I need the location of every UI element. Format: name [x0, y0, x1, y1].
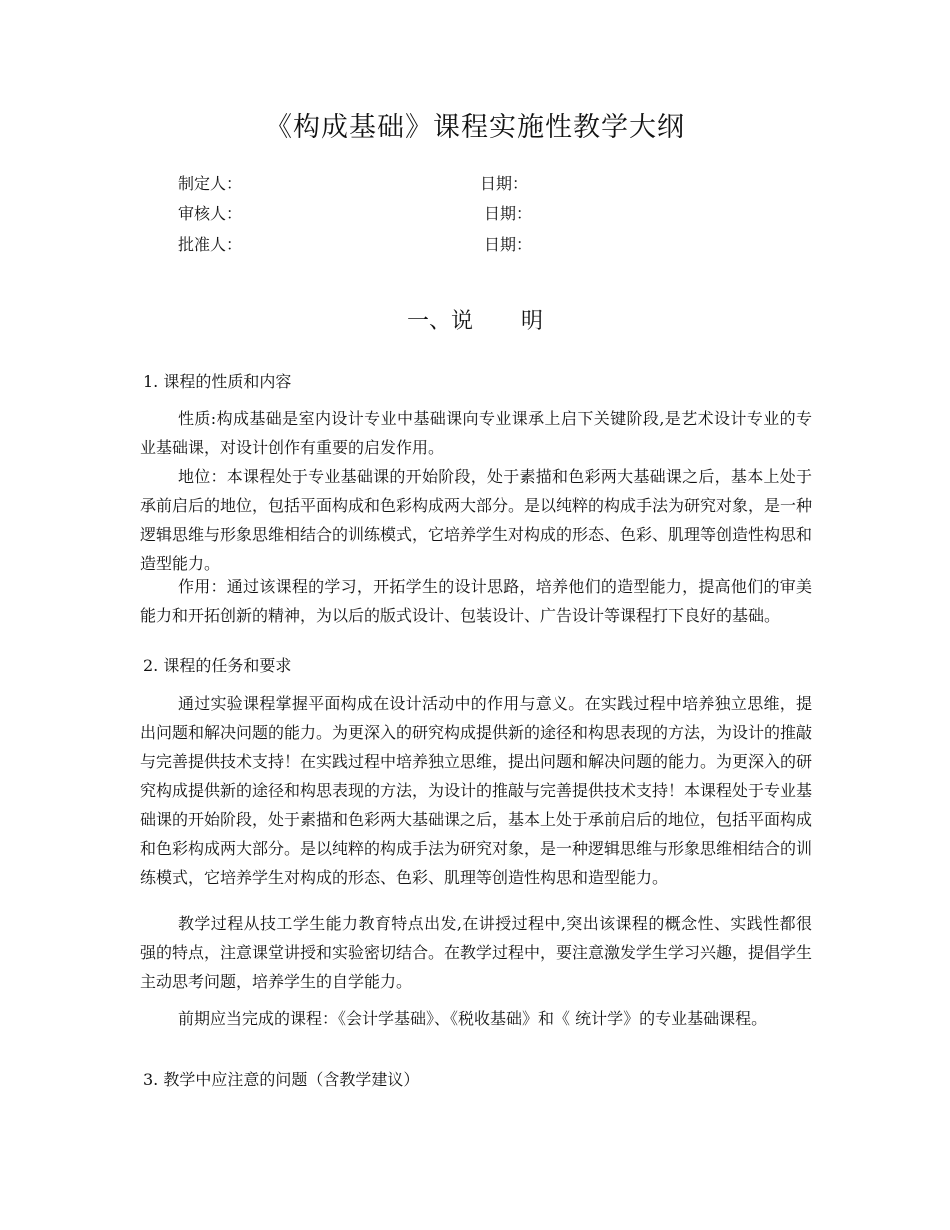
maker-label: 制定人： [178, 174, 243, 193]
section-heading-part1: 一、说 [406, 309, 473, 334]
function-paragraph: 作用：通过该课程的学习，开拓学生的设计思路，培养他们的造型能力，提高他们的审美能力和开拓创新的精神，为以后的版式设计、包装设计、广告设计等课程打下良好的基础。 [140, 577, 812, 625]
task-paragraph-3: 前期应当完成的课程：《会计学基础》、《税收基础》和《 统计学》的专业基础课程。 [178, 1009, 768, 1028]
item1-heading: 1. 课程的性质和内容 [143, 372, 292, 391]
maker-date-label: 日期： [480, 174, 529, 193]
approver-date-label: 日期： [484, 235, 533, 254]
reviewer-date-label: 日期： [484, 204, 533, 223]
item3-heading: 3. 教学中应注意的问题（含教学建议） [143, 1070, 420, 1089]
section-heading [0, 306, 950, 338]
task-paragraph-1: 通过实验课程掌握平面构成在设计活动中的作用与意义。在实践过程中培养独立思维，提出问题和解决问题的能力。为更深入的研究构成提供新的途径和构思表现的方法，为设计的推敲与完善提供技术支持！在实践过程中培养独立思维，提出问题和解决问题的能力。为更深入的研究构成提供新的途径和构思表现的方法，为设计的推敲与完善提供技术支持！本课程处于专业基础课的开始阶段，处于素描和色彩两大基础课之后，基本上处于承前启后的地位，包括平面构成和色彩构成两大部分。是以纯粹的构成手法为研究对象，是一种逻辑思维与形象思维相结合的训练模式，它培养学生对构成的形态、色彩、肌理等创造性构思和造型能力。 [140, 694, 813, 887]
position-paragraph: 地位：本课程处于专业基础课的开始阶段，处于素描和色彩两大基础课之后，基本上处于承前启后的地位，包括平面构成和色彩构成两大部分。是以纯粹的构成手法为研究对象，是一种逻辑思维与形象思维相结合的训练模式，它培养学生对构成的形态、色彩、肌理等创造性构思和造型能力。 [140, 467, 813, 573]
reviewer-label: 审核人： [178, 204, 243, 223]
approver-label: 批准人： [178, 235, 243, 254]
task-paragraph-2: 教学过程从技工学生能力教育特点出发,在讲授过程中,突出该课程的概念性、实践性都很强的特点，注意课堂讲授和实验密切结合。在教学过程中，要注意激发学生学习兴趣，提倡学生主动思考问题，培养学生的自学能力。 [140, 914, 813, 991]
document-title: 《构成基础》课程实施性教学大纲 [265, 112, 685, 143]
item2-heading: 2. 课程的任务和要求 [143, 656, 292, 675]
section-heading-part2: 明 [521, 309, 544, 334]
nature-paragraph: 性质:构成基础是室内设计专业中基础课向专业课承上启下关键阶段,是艺术设计专业的专业基础课，对设计创作有重要的启发作用。 [140, 409, 812, 457]
